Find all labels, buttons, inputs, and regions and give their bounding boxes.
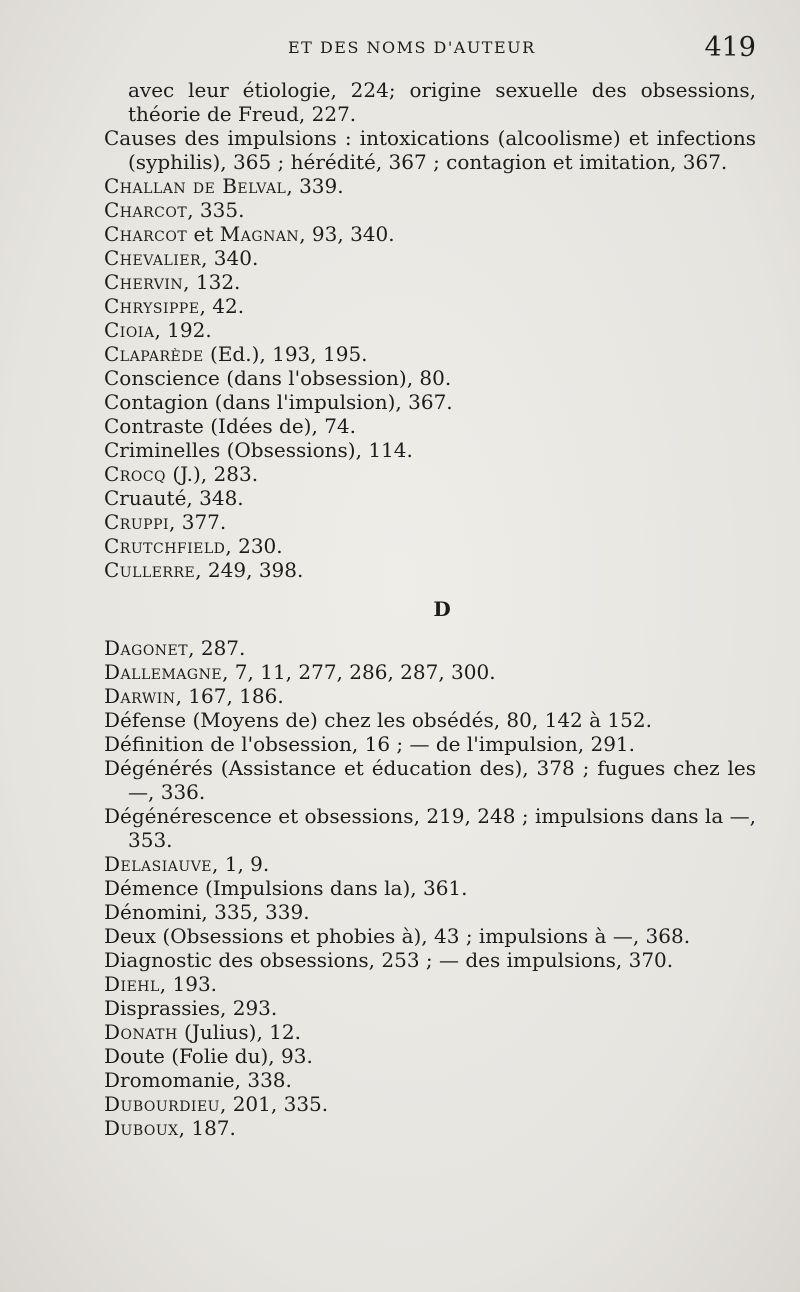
entry-text: Criminelles (Obsessions), 114. — [104, 438, 413, 462]
entry-text: (Julius), 12. — [177, 1020, 301, 1044]
entry-text: , 249, 398. — [195, 558, 304, 582]
index-entry — [104, 876, 756, 900]
index-entry — [104, 1092, 756, 1116]
entry-text: , 1, 9. — [212, 852, 270, 876]
entry-text: (Ed.), 193, 195. — [203, 342, 368, 366]
author-name: Chrysippe — [104, 294, 200, 318]
author-name: Cruppi — [104, 510, 170, 534]
entry-text: Cruauté, 348. — [104, 486, 244, 510]
author-name: Chevalier — [104, 246, 202, 270]
entry-text: , 7, 11, 277, 286, 287, 300. — [222, 660, 496, 684]
index-entry — [104, 222, 756, 246]
entry-text: , 335. — [187, 198, 245, 222]
index-entry — [104, 270, 756, 294]
index-entry — [104, 486, 756, 510]
index-entry — [104, 342, 756, 366]
index-entry — [104, 900, 756, 924]
entry-text: , 187. — [178, 1116, 236, 1140]
index-entry — [104, 972, 756, 996]
entry-text: Définition de l'obsession, 16 ; — de l'impulsion, 291. — [104, 732, 636, 756]
index-entry — [104, 804, 756, 852]
index-entry — [104, 438, 756, 462]
running-head — [0, 34, 800, 64]
index-entry — [104, 756, 756, 804]
author-name: Dallemagne — [104, 660, 223, 684]
entry-text: et — [187, 222, 220, 246]
index-entry — [104, 1044, 756, 1068]
index-entry — [104, 318, 756, 342]
index-entry — [104, 246, 756, 270]
index-entry — [104, 126, 756, 174]
entry-text: , 42. — [199, 294, 245, 318]
index-entry — [104, 78, 756, 126]
entry-text: , 93, 340. — [299, 222, 395, 246]
author-name: Crocq — [104, 462, 167, 486]
index-entry — [104, 390, 756, 414]
author-name: Charcot — [104, 198, 188, 222]
entry-text: , 377. — [169, 510, 227, 534]
index-entry — [104, 366, 756, 390]
author-name: Duboux — [104, 1116, 179, 1140]
index-entry — [104, 462, 756, 486]
entry-text: , 287. — [188, 636, 246, 660]
entry-text: , 132. — [183, 270, 241, 294]
index-entry — [104, 924, 756, 948]
entry-text: Doute (Folie du), 93. — [104, 1044, 313, 1068]
author-name: Dagonet — [104, 636, 189, 660]
entry-text: Diagnostic des obsessions, 253 ; — des impulsions, 370. — [104, 948, 674, 972]
index-entry — [104, 732, 756, 756]
entry-text: , 201, 335. — [219, 1092, 329, 1116]
author-name: Donath — [104, 1020, 178, 1044]
entry-text: , 230. — [225, 534, 283, 558]
index-entry — [104, 294, 756, 318]
index-entry — [104, 174, 756, 198]
index-entry — [104, 1116, 756, 1140]
index-section-d — [104, 636, 756, 1140]
author-name: Charcot — [104, 222, 188, 246]
entry-text: , 167, 186. — [175, 684, 284, 708]
index-entry — [104, 510, 756, 534]
index-entry — [104, 1020, 756, 1044]
index-entry — [104, 198, 756, 222]
entry-text: (J.), 283. — [166, 462, 259, 486]
author-name: Chervin — [104, 270, 184, 294]
entry-text: avec leur étiologie, 224; origine sexuelle des obsessions, théorie de Freud, 227. — [128, 78, 756, 126]
entry-text: Causes des impulsions : intoxications (alcoolisme) et infections (syphilis), 365 ; hérédité, 367 ; contagion et imitation, 367. — [104, 126, 756, 174]
entry-text: Contagion (dans l'impulsion), 367. — [104, 390, 453, 414]
entry-text: Dégénérés (Assistance et éducation des), 378 ; fugues chez les —, 336. — [104, 756, 756, 804]
index-entries — [104, 78, 756, 1140]
entry-text: Dromomanie, 338. — [104, 1068, 292, 1092]
entry-text: Deux (Obsessions et phobies à), 43 ; impulsions à —, 368. — [104, 924, 691, 948]
entry-text: Dénomini, 335, 339. — [104, 900, 310, 924]
entry-text: , 192. — [154, 318, 212, 342]
entry-text: Démence (Impulsions dans la), 361. — [104, 876, 468, 900]
entry-text: Défense (Moyens de) chez les obsédés, 80, 142 à 152. — [104, 708, 652, 732]
running-title: ET DES NOMS D'AUTEUR — [288, 38, 536, 57]
author-name: Cullerre — [104, 558, 196, 582]
author-name: Challan de Belval — [104, 174, 287, 198]
author-name: Dubourdieu — [104, 1092, 220, 1116]
index-entry — [104, 684, 756, 708]
entry-text: Disprassies, 293. — [104, 996, 278, 1020]
index-entry — [104, 948, 756, 972]
index-entry — [104, 708, 756, 732]
author-name: Diehl — [104, 972, 160, 996]
index-entry — [104, 414, 756, 438]
author-name: Magnan — [219, 222, 300, 246]
page-number: 419 — [704, 32, 756, 63]
entry-text: , 340. — [201, 246, 259, 270]
index-entry — [104, 660, 756, 684]
entry-text: Contraste (Idées de), 74. — [104, 414, 357, 438]
index-section-c — [104, 78, 756, 582]
entry-text: , 339. — [286, 174, 344, 198]
index-entry — [104, 1068, 756, 1092]
index-entry — [104, 558, 756, 582]
author-name: Crutchfield — [104, 534, 226, 558]
entry-text: Dégénérescence et obsessions, 219, 248 ; impulsions dans la —, 353. — [104, 804, 756, 852]
index-entry — [104, 636, 756, 660]
author-name: Darwin — [104, 684, 176, 708]
author-name: Claparède — [104, 342, 204, 366]
index-entry — [104, 534, 756, 558]
author-name: Delasiauve — [104, 852, 213, 876]
entry-text: , 193. — [159, 972, 218, 996]
index-entry — [104, 852, 756, 876]
index-entry — [104, 996, 756, 1020]
author-name: Cioia — [104, 318, 155, 342]
entry-text: Conscience (dans l'obsession), 80. — [104, 366, 452, 390]
section-letter: D — [433, 597, 451, 621]
